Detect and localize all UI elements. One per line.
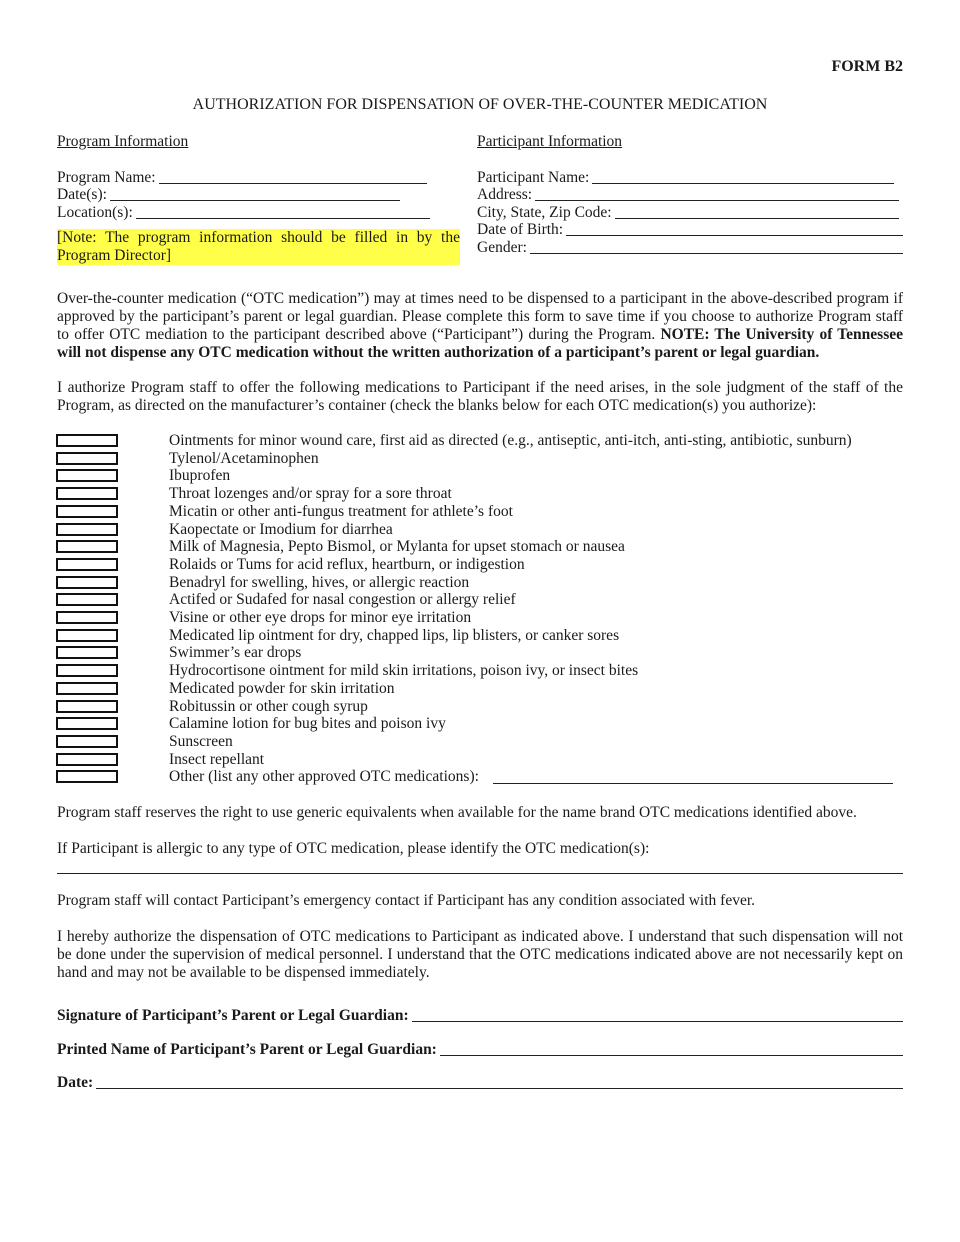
- intro-note: NOTE: The University of Tennessee will not dispense any OTC medication without the written authorization of a participant’s parent or legal guardian.: [57, 326, 903, 361]
- medication-checkbox[interactable]: [56, 505, 118, 518]
- participant-city-label: City, State, Zip Code:: [477, 204, 612, 221]
- participant-address-field[interactable]: [477, 186, 899, 204]
- participant-dob-label: Date of Birth:: [477, 221, 564, 238]
- medication-label: Robitussin or other cough syrup: [169, 697, 368, 715]
- fever-text: Program staff will contact Participant’s emergency contact if Participant has any condition associated with fever.: [57, 892, 756, 909]
- participant-address-label: Address:: [477, 186, 533, 203]
- medication-checkbox[interactable]: [56, 717, 118, 730]
- medication-checkbox[interactable]: [56, 469, 118, 482]
- medication-checkbox[interactable]: [56, 558, 118, 571]
- medication-label: Sunscreen: [169, 732, 233, 750]
- medication-checkbox[interactable]: [56, 664, 118, 677]
- participant-name-field[interactable]: [477, 169, 894, 187]
- generic-equivalents-text: Program staff reserves the right to use generic equivalents when available for the name brand OTC medications identified above.: [57, 804, 857, 821]
- medication-checkbox[interactable]: [56, 611, 118, 624]
- program-locations-label: Location(s):: [57, 204, 133, 221]
- allergy-text: If Participant is allergic to any type of OTC medication, please identify the OTC medication(s):: [57, 840, 650, 857]
- allergy-answer-line[interactable]: [57, 873, 903, 874]
- signature-label: Signature of Participant’s Parent or Legal Guardian:: [57, 1007, 409, 1024]
- medication-label: Ibuprofen: [169, 467, 231, 485]
- participant-name-label: Participant Name:: [477, 169, 590, 186]
- medication-label: Visine or other eye drops for minor eye irritation: [169, 609, 472, 626]
- medication-checkbox[interactable]: [56, 770, 118, 783]
- participant-gender-label: Gender:: [477, 239, 527, 256]
- medication-label: Throat lozenges and/or spray for a sore throat: [169, 485, 452, 503]
- program-name-label: Program Name:: [57, 169, 156, 186]
- participant-dob-field[interactable]: [477, 221, 903, 239]
- program-locations-field[interactable]: [57, 204, 430, 222]
- medication-label: Milk of Magnesia, Pepto Bismol, or Mylanta for upset stomach or nausea: [169, 538, 625, 556]
- medication-checkbox[interactable]: [56, 576, 118, 589]
- medication-label: Medicated powder for skin irritation: [169, 679, 395, 697]
- other-medications-line[interactable]: [493, 783, 893, 784]
- form-number: FORM B2: [831, 58, 903, 75]
- medication-checkbox[interactable]: [56, 735, 118, 748]
- medication-label: Micatin or other anti-fungus treatment for athlete’s foot: [169, 502, 513, 520]
- medication-checkbox[interactable]: [56, 523, 118, 536]
- program-name-field[interactable]: [57, 169, 427, 187]
- medication-label: Actifed or Sudafed for nasal congestion or allergy relief: [169, 591, 516, 609]
- medication-label: Insect repellant: [169, 750, 265, 768]
- medication-label: Tylenol/Acetaminophen: [169, 449, 319, 467]
- participant-info-heading: Participant Information: [477, 133, 623, 150]
- medication-checkbox[interactable]: [56, 487, 118, 500]
- program-dates-field[interactable]: [57, 186, 400, 204]
- program-info-heading: Program Information: [57, 133, 189, 150]
- medication-checkbox[interactable]: [56, 700, 118, 713]
- date-field[interactable]: [57, 1074, 903, 1092]
- date-label: Date:: [57, 1074, 94, 1091]
- printed-name-field[interactable]: [57, 1041, 903, 1059]
- printed-name-label: Printed Name of Participant’s Parent or Legal Guardian:: [57, 1041, 437, 1058]
- participant-city-state-zip-field[interactable]: [477, 204, 899, 222]
- medication-label: Medicated lip ointment for dry, chapped lips, lip blisters, or canker sores: [169, 626, 620, 644]
- medication-checkbox[interactable]: [56, 540, 118, 553]
- medication-label: Rolaids or Tums for acid reflux, heartburn, or indigestion: [169, 555, 525, 573]
- intro-paragraph: [57, 290, 903, 362]
- medication-checkbox[interactable]: [56, 593, 118, 606]
- medication-checkbox[interactable]: [56, 753, 118, 766]
- program-dates-label: Date(s):: [57, 186, 107, 203]
- intro-text: Over-the-counter medication (“OTC medication”) may at times need to be dispensed to a participant in the above-described program if approved by the participant’s parent or legal guardian. Please complete this form to save time if you choose to authorize Program staff to offer OTC mediation to the participant described above (“Participant”) during the Program.: [57, 290, 903, 343]
- medication-checkbox[interactable]: [56, 646, 118, 659]
- medication-label: Hydrocortisone ointment for mild skin irritations, poison ivy, or insect bites: [169, 662, 639, 680]
- participant-gender-field[interactable]: [477, 239, 903, 257]
- medication-label: Kaopectate or Imodium for diarrhea: [169, 520, 393, 538]
- medication-label: Benadryl for swelling, hives, or allergic reaction: [169, 573, 470, 591]
- medication-checkbox[interactable]: [56, 629, 118, 642]
- page-title: AUTHORIZATION FOR DISPENSATION OF OVER-THE-COUNTER MEDICATION: [192, 96, 768, 113]
- medication-label: Other (list any other approved OTC medications):: [169, 768, 479, 786]
- medication-label: Swimmer’s ear drops: [169, 644, 302, 662]
- program-director-note: [Note: The program information should be filled in by the Program Director]: [57, 229, 460, 264]
- medication-checkbox[interactable]: [56, 682, 118, 695]
- medication-label: Calamine lotion for bug bites and poison ivy: [169, 715, 446, 733]
- medication-checkbox[interactable]: [56, 434, 118, 447]
- medication-checkbox[interactable]: [56, 452, 118, 465]
- signature-field[interactable]: [57, 1007, 903, 1025]
- authorize-paragraph: I authorize Program staff to offer the following medications to Participant if the need arises, in the sole judgment of the staff of the Program, as directed on the manufacturer’s container (check the blanks below for each OTC medication(s) you authorize):: [57, 379, 903, 414]
- consent-paragraph: I hereby authorize the dispensation of OTC medications to Participant as indicated above. I understand that such dispensation will not be done under the supervision of medical personnel. I understand that the OTC medications indicated above are not necessarily kept on hand and may not be available to be dispensed immediately.: [57, 928, 903, 981]
- medication-label: Ointments for minor wound care, first aid as directed (e.g., antiseptic, anti-itch, anti-sting, antibiotic, sunburn): [169, 432, 852, 449]
